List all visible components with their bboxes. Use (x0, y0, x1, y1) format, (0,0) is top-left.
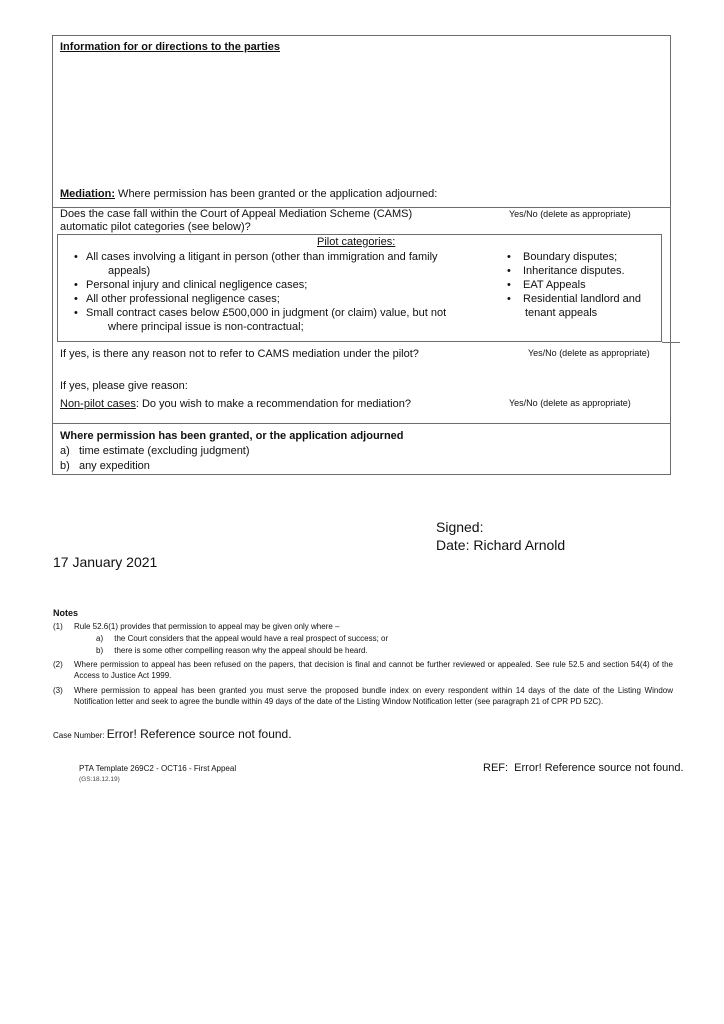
divider-line (52, 423, 671, 424)
list-item: appeals) (108, 265, 151, 277)
footer-ref: REF: Error! Reference source not found. (483, 762, 684, 774)
mediation-text: Where permission has been granted or the application adjourned: (115, 188, 438, 200)
note-number: (3) (53, 686, 63, 695)
list-item: • Small contract cases below £500,000 in judgment (or claim) value, but not (72, 306, 502, 320)
list-item: • All cases involving a litigant in person (other than immigration and family (72, 250, 502, 264)
mediation-line (60, 187, 437, 201)
note-number: (1) (53, 622, 63, 631)
permission-item-b: b) any expedition (60, 460, 150, 472)
case-number (53, 725, 292, 743)
permission-heading: Where permission has been granted, or the application adjourned (60, 430, 404, 442)
template-label: PTA Template 269C2 - OCT16 - First Appeal (79, 764, 237, 773)
info-heading: Information for or directions to the parties (60, 41, 281, 53)
cams-question-line1: Does the case fall within the Court of Appeal Mediation Scheme (CAMS) (60, 208, 413, 220)
note-text: Where permission to appeal has been granted you must serve the proposed bundle index on every respondent within 14 days of the date of the Listing Window Notification letter and seek to agree the bundle within 49 days of the date of the Listing Window Notification letter (see paragraph 21 of CPR PD 52C). (74, 686, 673, 706)
note-text: Rule 52.6(1) provides that permission to appeal may be given only where – (74, 622, 340, 631)
case-number-value: Error! Reference source not found. (106, 727, 292, 741)
note-1-b: b) there is some other compelling reason why the appeal should be heard. (96, 646, 368, 655)
mediation-label: Mediation: (60, 188, 115, 200)
pilot-left-list (72, 250, 502, 334)
note-3 (53, 685, 673, 721)
non-pilot-text: : Do you wish to make a recommendation for mediation? (135, 398, 411, 410)
date-value: 17 January 2021 (53, 554, 158, 570)
refer-question: If yes, is there any reason not to refer to CAMS mediation under the pilot? (60, 348, 419, 360)
pilot-heading: Pilot categories: (317, 236, 396, 248)
note-number: (2) (53, 660, 63, 669)
signed-label: Signed: (436, 519, 484, 535)
notes-heading: Notes (53, 608, 79, 618)
cams-question-line2: automatic pilot categories (see below)? (60, 221, 251, 233)
refer-answer[interactable]: Yes/No (delete as appropriate) (528, 348, 650, 358)
note-1-a: a) the Court considers that the appeal would have a real prospect of success; or (96, 634, 389, 643)
list-item: • Residential landlord and (503, 292, 663, 306)
case-number-label: Case Number: (53, 731, 107, 740)
permission-item-a: a) time estimate (excluding judgment) (60, 445, 250, 457)
gs-code: (GS:18.12.19) (79, 776, 120, 783)
note-text: Where permission to appeal has been refused on the papers, that decision is final and cannot be further reviewed or appealed. See rule 52.5 and section 54(4) of the Access to Justice Act 1999. (74, 660, 673, 680)
note-2 (53, 659, 673, 683)
list-item: • All other professional negligence cases; (72, 292, 502, 306)
divider-line (662, 342, 680, 343)
pilot-right-list (503, 250, 663, 320)
list-item: tenant appeals (525, 307, 598, 319)
list-item: where principal issue is non-contractual; (108, 321, 304, 333)
date-line: Date: Richard Arnold (436, 537, 566, 553)
non-pilot-label: Non-pilot cases (60, 398, 136, 410)
list-item: • Personal injury and clinical negligence cases; (72, 278, 502, 292)
non-pilot-answer[interactable]: Yes/No (delete as appropriate) (509, 398, 631, 408)
reason-prompt: If yes, please give reason: (60, 380, 188, 392)
non-pilot-line (60, 397, 411, 411)
list-item: • EAT Appeals (503, 278, 663, 292)
note-1 (53, 621, 673, 633)
cams-answer[interactable]: Yes/No (delete as appropriate) (509, 209, 631, 219)
list-item: • Boundary disputes; (503, 250, 663, 264)
list-item: • Inheritance disputes. (503, 264, 663, 278)
